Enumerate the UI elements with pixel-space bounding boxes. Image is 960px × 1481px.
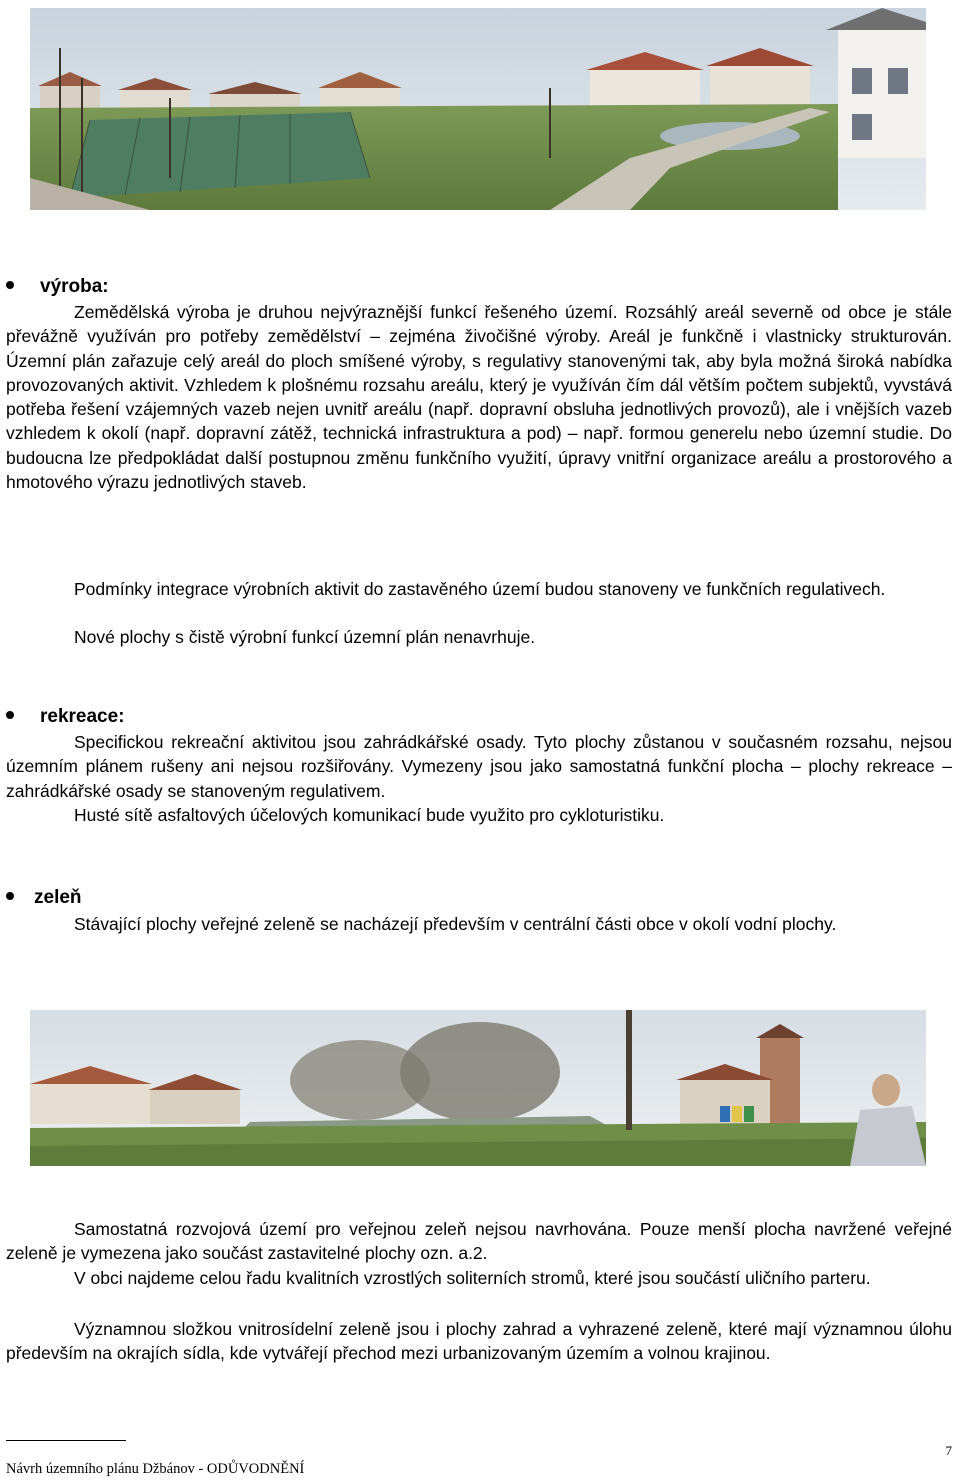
section-heading-rekreace bbox=[6, 706, 125, 728]
paragraph-rekreace-main bbox=[6, 730, 952, 803]
paragraph-vyroba-main bbox=[6, 300, 952, 494]
section-title: zeleň bbox=[34, 887, 82, 908]
paragraph-text: Nové plochy s čistě výrobní funkcí územní plán nenavrhuje. bbox=[74, 627, 536, 647]
section-heading-zelen bbox=[6, 887, 82, 909]
village-pond-photo bbox=[30, 1010, 926, 1166]
footer-document-title: Návrh územního plánu Džbánov - ODŮVODNĚNÍ bbox=[6, 1461, 305, 1477]
section-title: rekreace: bbox=[40, 706, 125, 727]
bullet-icon bbox=[6, 892, 14, 900]
bullet-icon bbox=[6, 281, 14, 289]
village-panorama-image bbox=[30, 8, 926, 210]
paragraph-text: Významnou složkou vnitrosídelní zeleně jsou i plochy zahrad a vyhrazené zeleně, které mají významnou úlohu především na okrajích sídla, kde vytvářejí přechod mezi urbanizovaným územím a volnou krajinou. bbox=[6, 1319, 952, 1364]
paragraph-zelen-trees bbox=[6, 1266, 952, 1290]
paragraph-text: Stávající plochy veřejné zeleně se nacházejí především v centrální části obce v okolí vodní plochy. bbox=[74, 914, 837, 934]
section-title: výroba: bbox=[40, 276, 109, 297]
paragraph-zelen-gardens bbox=[6, 1317, 952, 1366]
paragraph-text: Specifickou rekreační aktivitou jsou zahrádkářské osady. Tyto plochy zůstanou v současném rozsahu, nejsou územním plánem rušeny ani nejsou rozšiřovány. Vymezeny jsou jako samostatná funkční plocha – plochy rekreace – zahrádkářské osady se stanoveným regulativem. bbox=[6, 732, 952, 801]
paragraph-zelen-existing bbox=[6, 912, 952, 936]
paragraph-text: Husté sítě asfaltových účelových komunikací bude využito pro cykloturistiku. bbox=[74, 805, 665, 825]
paragraph-text: Podmínky integrace výrobních aktivit do zastavěného území budou stanoveny ve funkčních regulativech. bbox=[74, 579, 886, 599]
section-heading-vyroba bbox=[6, 276, 109, 298]
paragraph-text: Samostatná rozvojová území pro veřejnou zeleň nejsou navrhována. Pouze menší plocha navržené veřejné zeleně je vymezena jako součást zastavitelné plochy ozn. a.2. bbox=[6, 1219, 952, 1264]
page-number: 7 bbox=[945, 1443, 952, 1458]
paragraph-vyroba-conditions bbox=[6, 577, 952, 601]
paragraph-rekreace-cycling bbox=[6, 803, 952, 827]
village-pond-image bbox=[30, 1010, 926, 1166]
paragraph-vyroba-new-areas bbox=[6, 625, 952, 649]
paragraph-text: V obci najdeme celou řadu kvalitních vzrostlých soliterních stromů, které jsou součástí uličního parteru. bbox=[74, 1268, 871, 1288]
paragraph-zelen-development bbox=[6, 1217, 952, 1266]
village-panorama-photo bbox=[30, 8, 926, 210]
paragraph-text: Zemědělská výroba je druhou nejvýraznější funkcí řešeného území. Rozsáhlý areál severně od obce je stále převážně využíván pro potřeby zemědělství – zejména živočišné výroby. Areál je funkčně i vlastnicky strukturován. Územní plán zařazuje celý areál do ploch smíšené výroby, s regulativy stanovenými tak, aby byla možná široká nabídka provozovaných aktivit. Vzhledem k plošnému rozsahu areálu, který je využíván čím dál větším počtem subjektů, vyvstává potřeba řešení vzájemných vazeb nejen uvnitř areálu (např. dopravní obsluha jednotlivých provozů), ale i vnějších vazeb vzhledem k okolí (např. dopravní zátěž, technická infrastruktura a pod) – např. formou generelu nebo územní studie. Do budoucna lze předpokládat další postupnou změnu funkčního využití, úpravy vnitřní organizace areálu a prostorového a hmotového výrazu jednotlivých staveb. bbox=[6, 302, 952, 493]
bullet-icon bbox=[6, 711, 14, 719]
footer-divider bbox=[6, 1440, 126, 1441]
